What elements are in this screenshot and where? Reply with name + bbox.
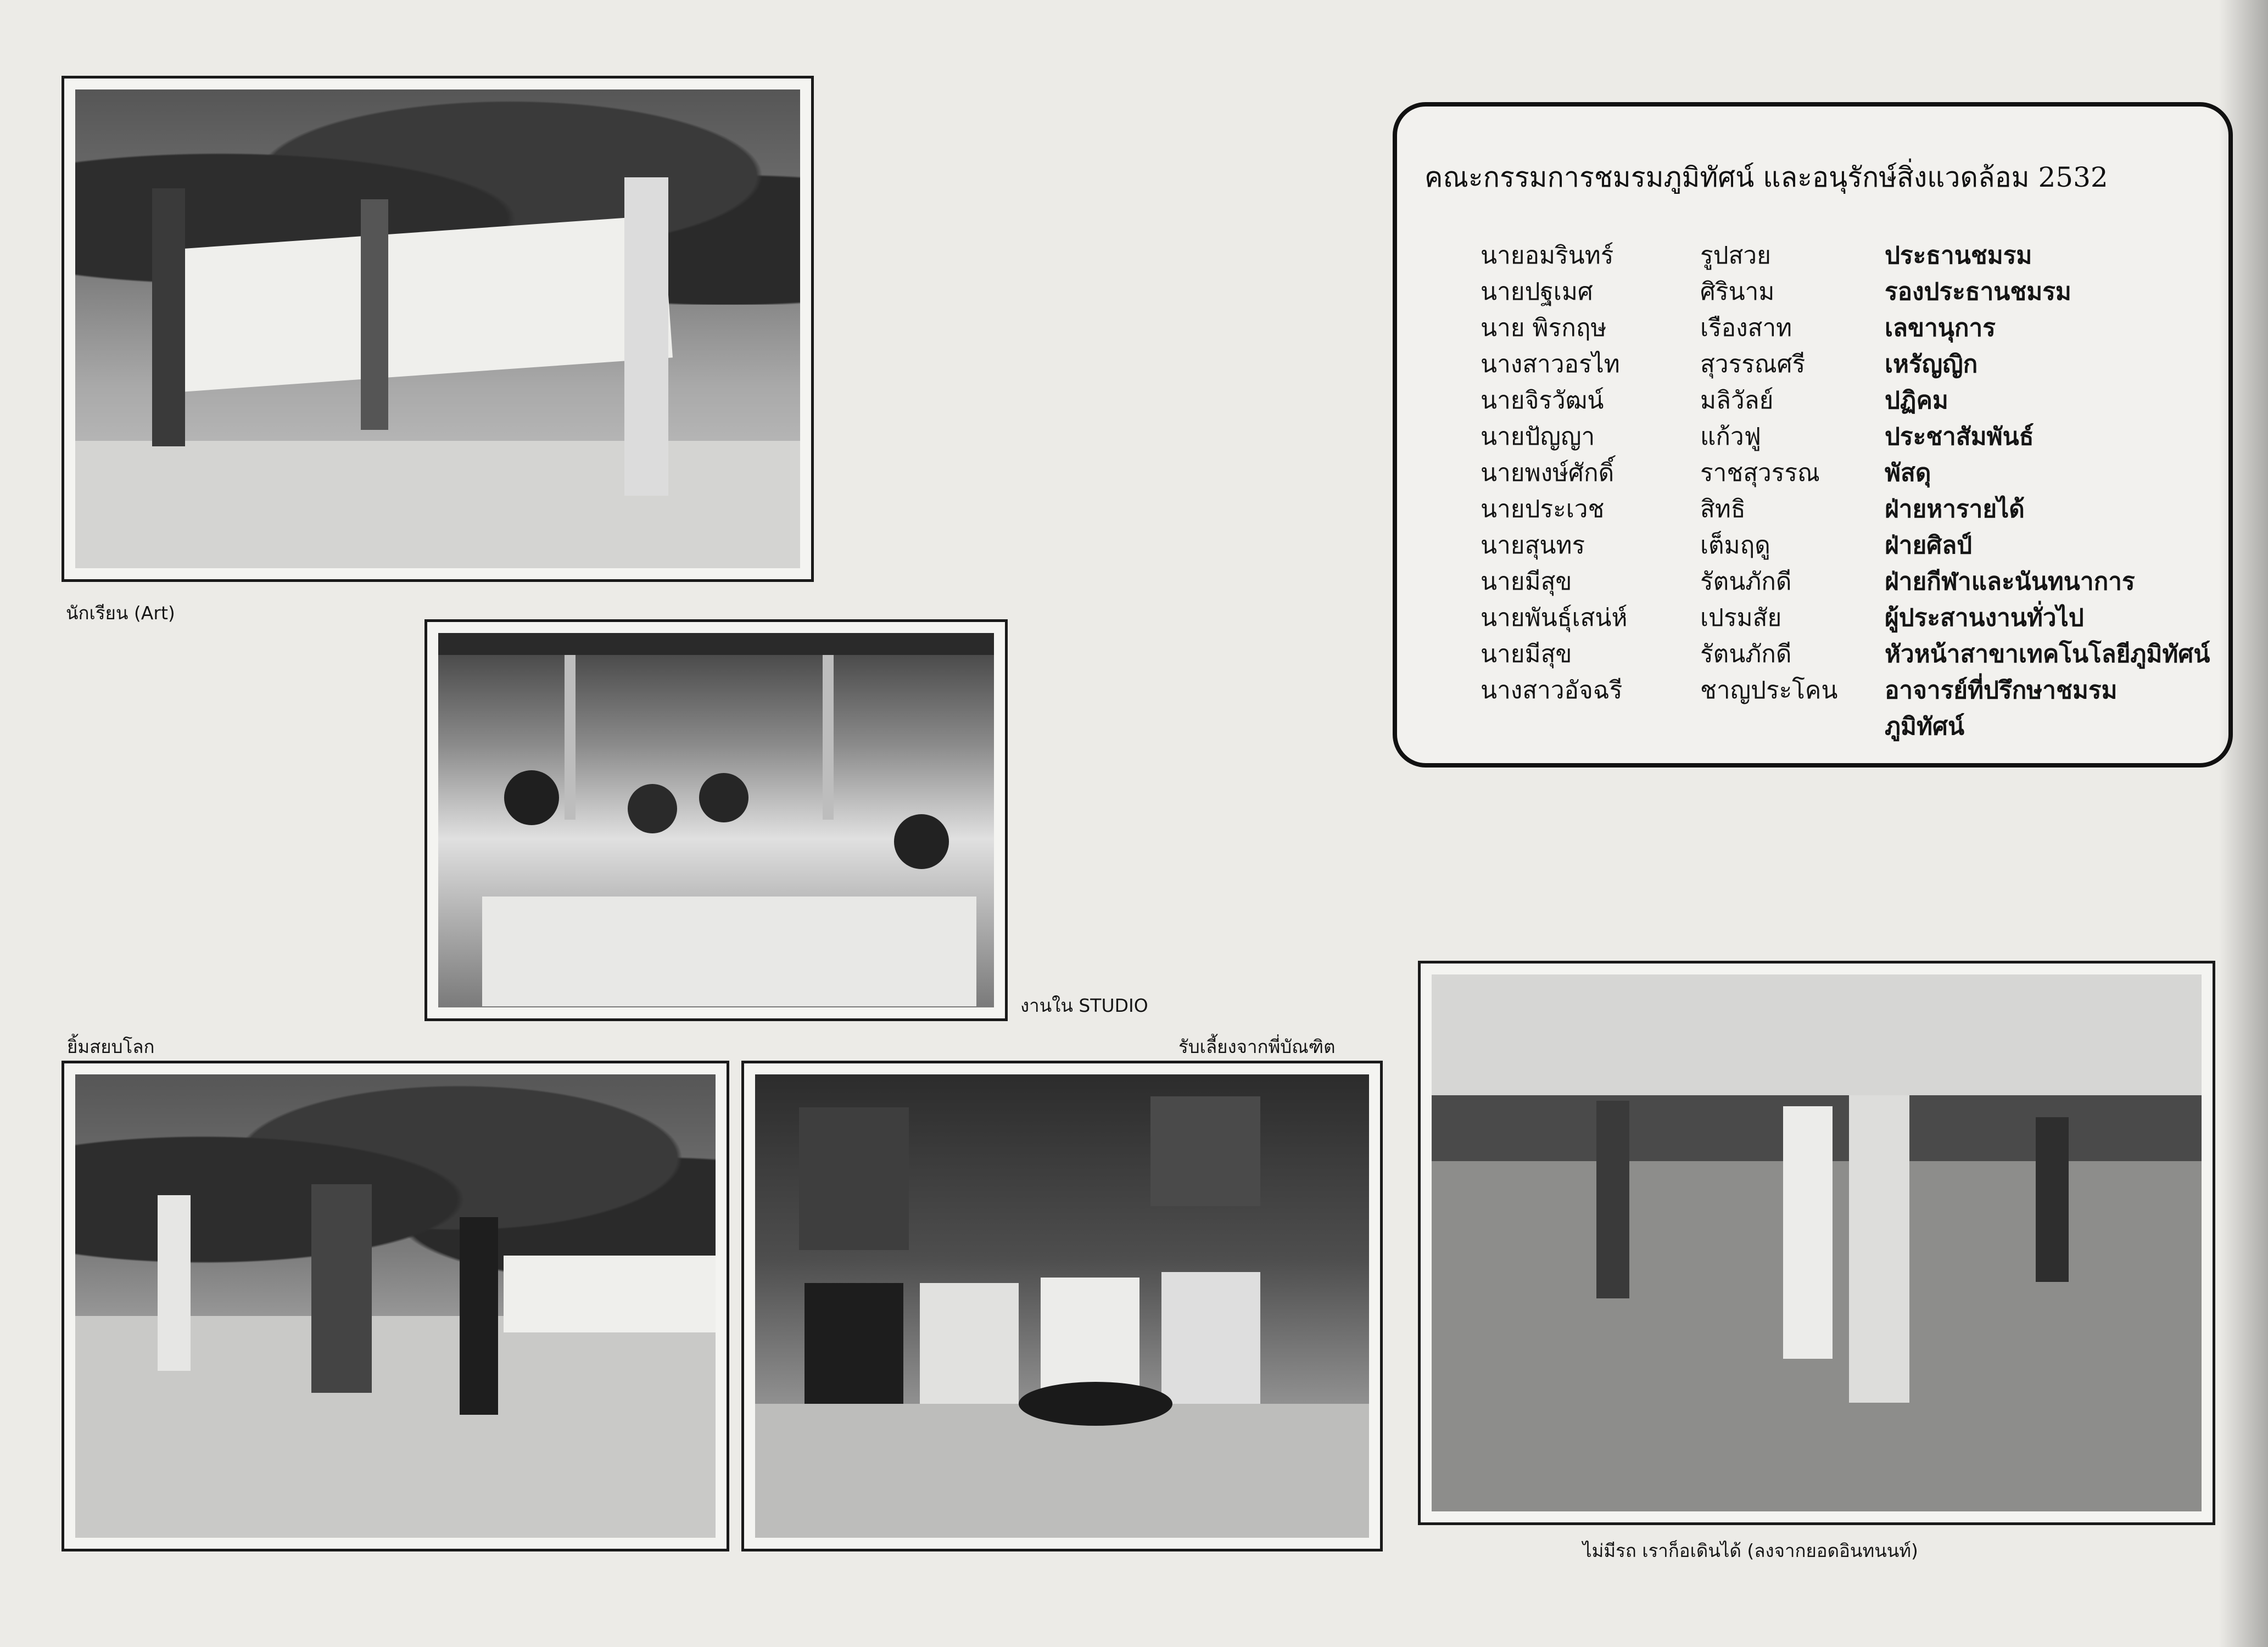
- member-surname: เปรมสัย: [1700, 604, 1782, 632]
- member-role: พัสดุ: [1885, 459, 1931, 487]
- member-role: อาจารย์ที่ปรึกษาชมรม: [1885, 676, 2118, 704]
- photo-scene: [75, 1074, 716, 1538]
- member-name: นายปัญญา: [1481, 423, 1595, 451]
- member-name: นางสาวอัจฉรี: [1481, 676, 1623, 704]
- photo-road: [1418, 961, 2215, 1525]
- member-surname: รัตนภักดี: [1700, 568, 1792, 596]
- photo-image: [75, 89, 800, 568]
- member-name: นางสาวอรไท: [1481, 350, 1620, 378]
- caption-studio: งานใน STUDIO: [1020, 995, 1148, 1016]
- member-surname: ราชสุวรรณ: [1700, 459, 1820, 487]
- member-role: เหรัญญิก: [1885, 350, 1978, 378]
- member-role: ฝ่ายกีฬาและนันทนาการ: [1885, 568, 2135, 596]
- member-role: ปฏิคม: [1885, 386, 1948, 414]
- photo-studio: [424, 619, 1008, 1021]
- member-name: นาย พิรกฤษ: [1481, 314, 1607, 342]
- member-surname: รูปสวย: [1700, 242, 1771, 270]
- caption-road: ไม่มีรถ เราก็อเดินได้ (ลงจากยอดอินทนนท์): [1583, 1540, 1918, 1561]
- member-role: หัวหน้าสาขาเทคโนโลยีภูมิทัศน์: [1885, 640, 2210, 668]
- member-role: ผู้ประสานงานทั่วไป: [1885, 604, 2084, 632]
- member-name: นายอมรินทร์: [1481, 242, 1614, 270]
- member-surname: แก้วฟู: [1700, 423, 1761, 451]
- member-role: ประชาสัมพันธ์: [1885, 423, 2034, 451]
- photo-image: [438, 633, 994, 1007]
- member-surname: ศิรินาม: [1700, 278, 1775, 306]
- photo-scene: [755, 1074, 1369, 1538]
- member-role: รองประธานชมรม: [1885, 278, 2071, 306]
- member-surname: รัตนภักดี: [1700, 640, 1792, 668]
- member-name: นายพันธุ์เสน่ห์: [1481, 604, 1628, 632]
- member-surname: สิทธิ: [1700, 495, 1746, 523]
- member-name: นายประเวช: [1481, 495, 1605, 523]
- member-name: นายมีสุข: [1481, 640, 1572, 668]
- member-role: ฝ่ายหารายได้: [1885, 495, 2025, 523]
- member-surname: ชาญประโคน: [1700, 676, 1838, 704]
- committee-title: คณะกรรมการชมรมภูมิทัศน์ และอนุรักษ์สิ่งแวดล้อม 2532: [1425, 161, 2108, 193]
- photo-image: [755, 1074, 1369, 1538]
- caption-smile: ยิ้มสยบโลก: [67, 1036, 155, 1057]
- photo-scene: [1432, 974, 2202, 1511]
- photo-scene: [438, 633, 994, 1007]
- member-surname: เรืองสาท: [1700, 314, 1792, 342]
- member-name: นายสุนทร: [1481, 531, 1585, 559]
- committee-box: [1393, 102, 2233, 768]
- member-surname: สุวรรณศรี: [1700, 350, 1806, 378]
- photo-image: [1432, 974, 2202, 1511]
- member-surname: เต็มฤดู: [1700, 531, 1770, 559]
- member-role: เลขานุการ: [1885, 314, 1996, 342]
- photo-image: [75, 1074, 716, 1538]
- photo-scene: [75, 89, 800, 568]
- photo-smile: [62, 1061, 729, 1551]
- role-continuation: ภูมิทัศน์: [1885, 713, 1965, 741]
- member-name: นายปฐเมศ: [1481, 278, 1593, 306]
- member-surname: มลิวัลย์: [1700, 386, 1774, 414]
- photo-party: [741, 1061, 1383, 1551]
- member-role: ฝ่ายศิลป์: [1885, 531, 1973, 559]
- photo-banner-march: [62, 76, 814, 582]
- member-role: ประธานชมรม: [1885, 242, 2032, 270]
- caption-party: รับเลี้ยงจากพี่บัณฑิต: [1178, 1036, 1336, 1057]
- member-name: นายจิรวัฒน์: [1481, 386, 1604, 414]
- caption-banner-march: นักเรียน (Art): [66, 602, 175, 624]
- member-name: นายมีสุข: [1481, 568, 1572, 596]
- member-name: นายพงษ์ศักดิ์: [1481, 459, 1615, 487]
